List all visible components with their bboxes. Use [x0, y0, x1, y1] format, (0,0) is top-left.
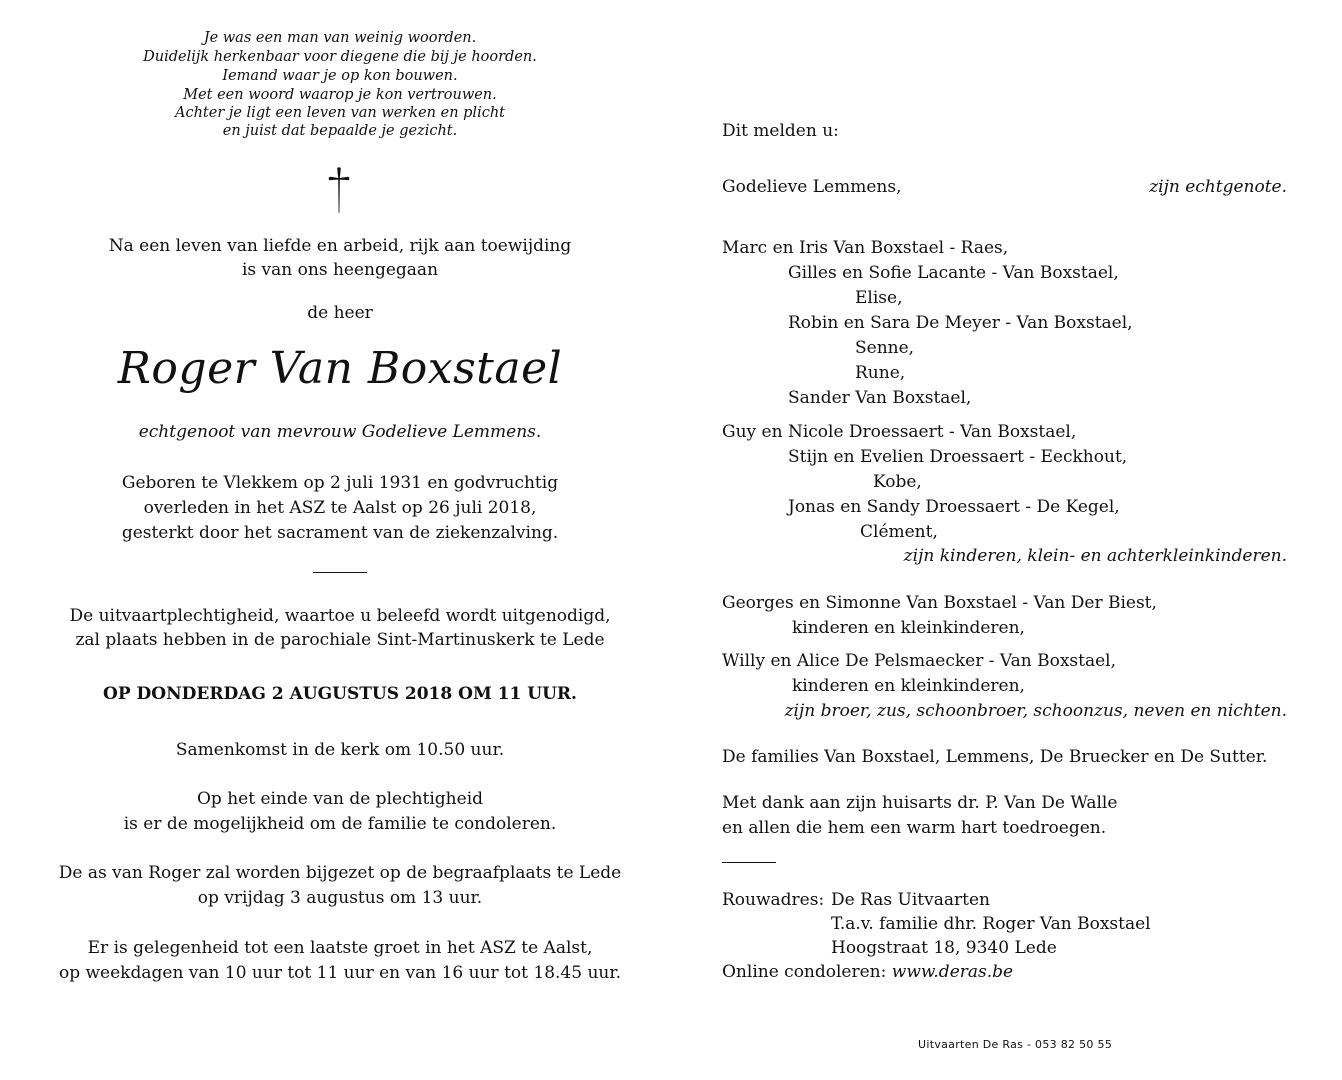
family-line: Stijn en Evelien Droessaert - Eeckhout,: [788, 447, 1128, 467]
condolence-line: is er de mogelijkheid om de familie te condoleren.: [123, 814, 557, 834]
burial-line: De as van Roger zal worden bijgezet op de begraafplaats te Lede: [58, 863, 622, 883]
deceased-name: Roger Van Boxstael: [117, 343, 563, 394]
dates-line: Geboren te Vlekkem op 2 juli 1931 en godvruchtig: [121, 473, 559, 493]
online-line: [722, 960, 1013, 985]
families-line: De families Van Boxstael, Lemmens, De Bruecker en De Sutter.: [722, 747, 1268, 767]
divider: [722, 862, 776, 863]
spouse-name: Godelieve Lemmens,: [722, 177, 902, 197]
intro-line: Na een leven van liefde en arbeid, rijk aan toewijding: [108, 236, 572, 256]
online-label: Online condoleren:: [722, 962, 887, 982]
gathering-line: Samenkomst in de kerk om 10.50 uur.: [175, 740, 505, 760]
family-line: Gilles en Sofie Lacante - Van Boxstael,: [788, 263, 1119, 283]
sibling-line: kinderen en kleinkinderen,: [792, 676, 1025, 696]
footer-imprint: Uitvaarten De Ras - 053 82 50 55: [918, 1038, 1113, 1051]
poem-line: Iemand waar je op kon bouwen.: [222, 68, 458, 84]
ceremony-line: zal plaats hebben in de parochiale Sint-Martinuskerk te Lede: [75, 630, 605, 650]
dates-line: overleden in het ASZ te Aalst op 26 juli 2018,: [143, 498, 537, 518]
online-url[interactable]: www.deras.be: [891, 962, 1014, 982]
intro-line: is van ons heengegaan: [241, 260, 439, 280]
poem-line: Je was een man van weinig woorden.: [203, 30, 477, 46]
family-line: Elise,: [855, 288, 903, 308]
family-line: Senne,: [855, 338, 915, 358]
poem-line: Achter je ligt een leven van werken en plicht: [174, 105, 505, 121]
spouse-line: echtgenoot van mevrouw Godelieve Lemmens.: [138, 422, 542, 442]
cross-icon: [328, 166, 350, 216]
family-line: Marc en Iris Van Boxstael - Raes,: [722, 238, 1009, 258]
sibling-line: kinderen en kleinkinderen,: [792, 618, 1025, 638]
address-line: Hoogstraat 18, 9340 Lede: [831, 938, 1057, 958]
family-line: Sander Van Boxstael,: [788, 388, 972, 408]
thanks-line: Met dank aan zijn huisarts dr. P. Van De Walle: [722, 793, 1118, 813]
children-role: zijn kinderen, klein- en achterkleinkinderen.: [903, 546, 1287, 566]
poem-line: Duidelijk herkenbaar voor diegene die bij je hoorden.: [143, 49, 537, 65]
family-line: Clément,: [860, 522, 938, 542]
family-line: Kobe,: [873, 472, 922, 492]
divider: [313, 572, 367, 573]
burial-line: op vrijdag 3 augustus om 13 uur.: [197, 888, 483, 908]
sibling-line: Georges en Simonne Van Boxstael - Van Der Biest,: [722, 593, 1157, 613]
ceremony-date: OP DONDERDAG 2 AUGUSTUS 2018 OM 11 UUR.: [103, 684, 577, 704]
family-line: Jonas en Sandy Droessaert - De Kegel,: [788, 497, 1120, 517]
condolence-line: Op het einde van de plechtigheid: [196, 789, 484, 809]
dates-line: gesterkt door het sacrament van de ziekenzalving.: [121, 523, 559, 543]
announce-line: Dit melden u:: [722, 121, 839, 141]
sibling-line: Willy en Alice De Pelsmaecker - Van Boxstael,: [722, 651, 1117, 671]
farewell-line: op weekdagen van 10 uur tot 11 uur en van 16 uur tot 18.45 uur.: [58, 963, 622, 983]
address-line: T.a.v. familie dhr. Roger Van Boxstael: [831, 914, 1151, 934]
thanks-line: en allen die hem een warm hart toedroegen.: [722, 818, 1107, 838]
siblings-role: zijn broer, zus, schoonbroer, schoonzus, neven en nichten.: [784, 701, 1287, 721]
family-line: Robin en Sara De Meyer - Van Boxstael,: [788, 313, 1133, 333]
title-prefix: de heer: [307, 303, 373, 323]
address-line: De Ras Uitvaarten: [831, 890, 990, 910]
poem-line: Met een woord waarop je kon vertrouwen.: [183, 87, 497, 103]
family-line: Rune,: [855, 363, 906, 383]
family-line: Guy en Nicole Droessaert - Van Boxstael,: [722, 422, 1077, 442]
poem-line: en juist dat bepaalde je gezicht.: [222, 123, 458, 139]
address-label: Rouwadres:: [722, 890, 825, 910]
ceremony-line: De uitvaartplechtigheid, waartoe u beleefd wordt uitgenodigd,: [69, 606, 611, 626]
spouse-role: zijn echtgenote.: [1149, 177, 1287, 197]
farewell-line: Er is gelegenheid tot een laatste groet in het ASZ te Aalst,: [87, 938, 593, 958]
